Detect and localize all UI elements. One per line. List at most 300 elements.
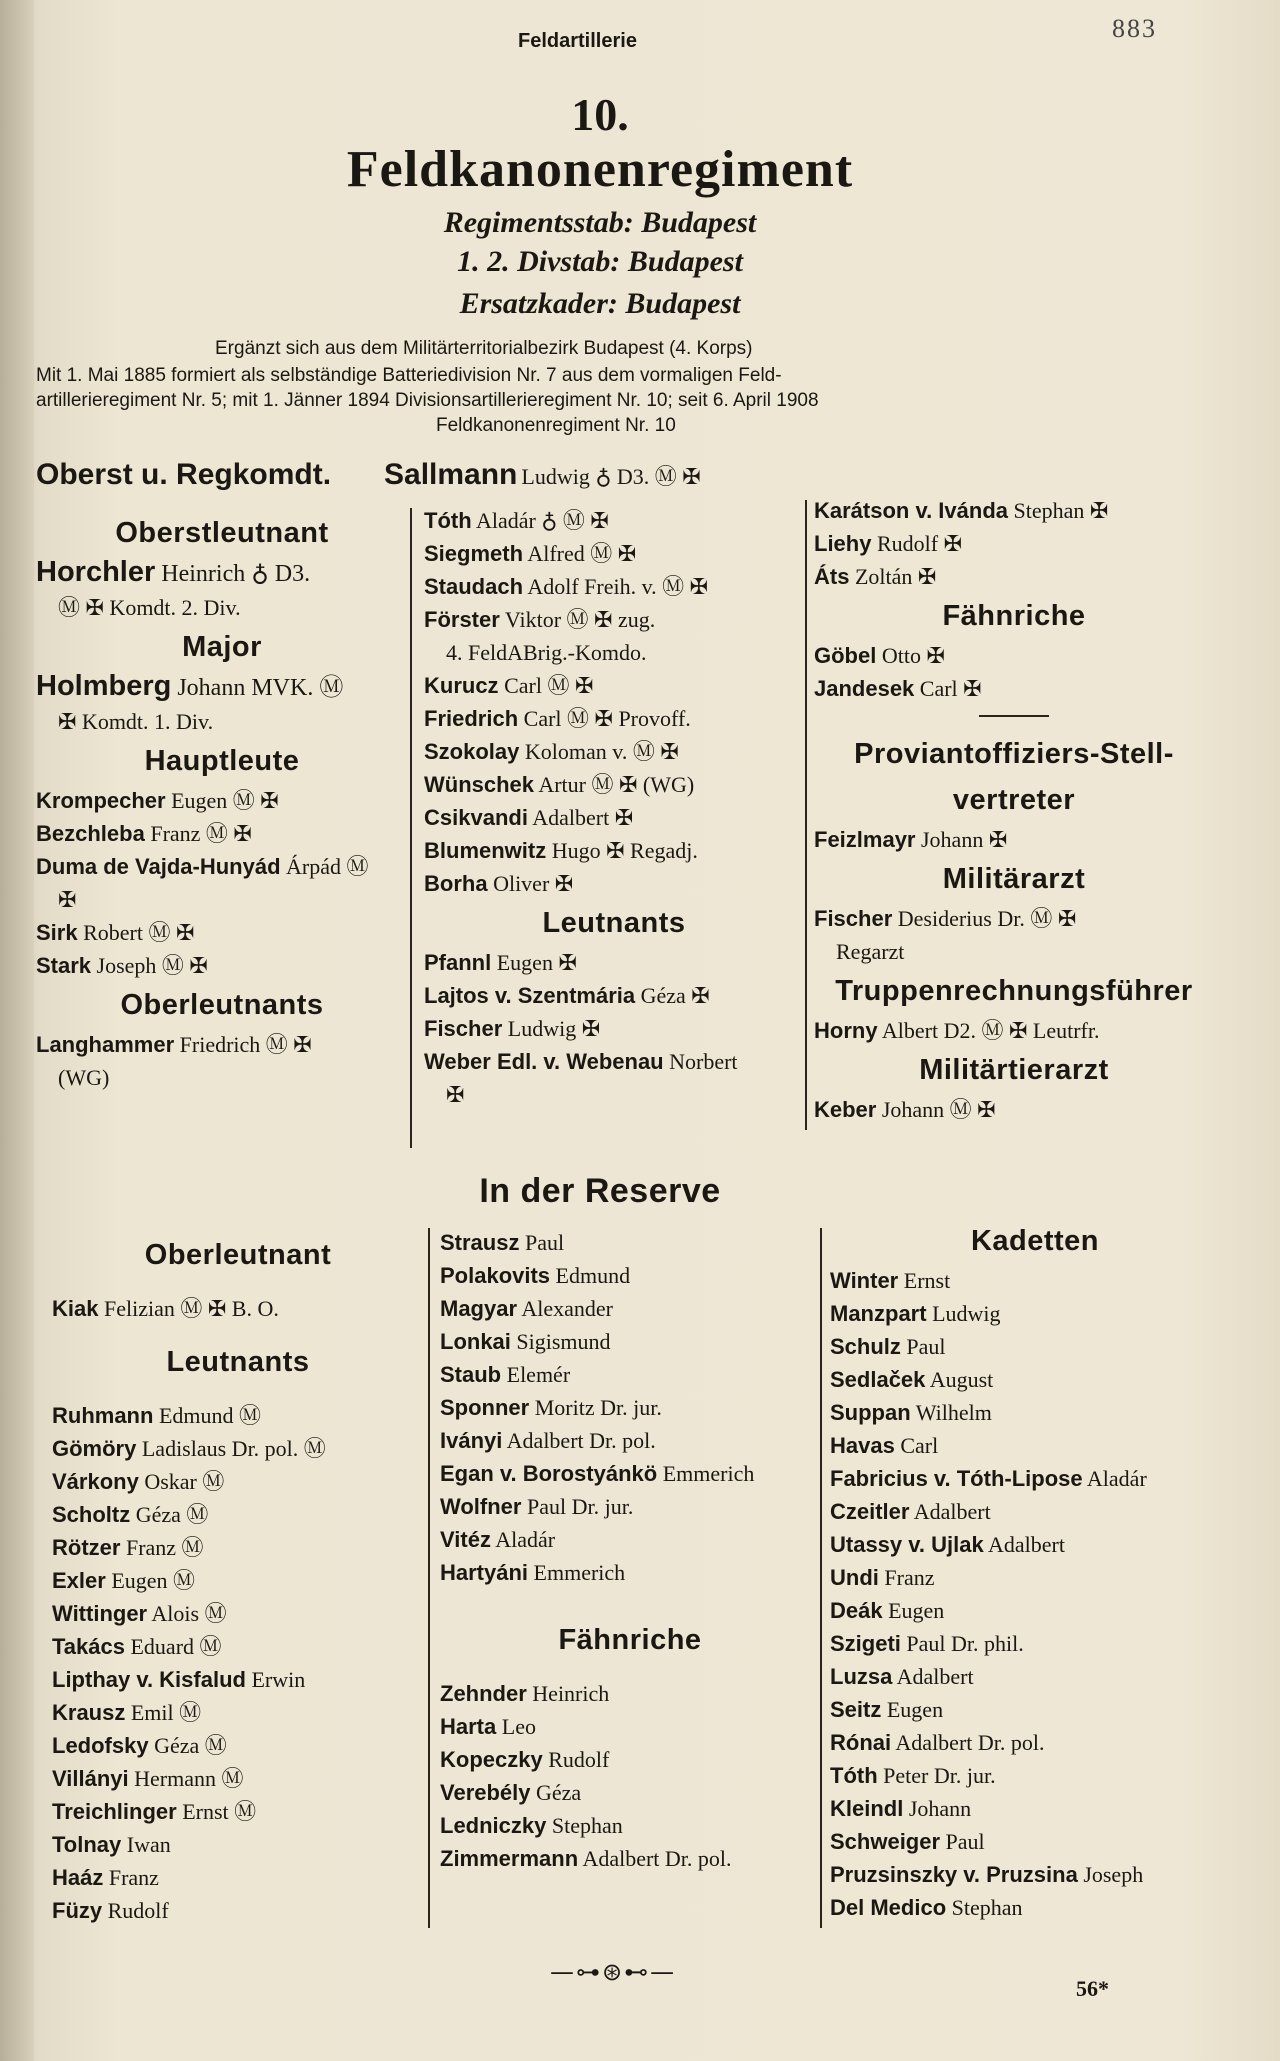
surname: Bezchleba: [36, 821, 145, 846]
given-names: Johann: [908, 1796, 972, 1821]
officer-entry: [36, 670, 408, 705]
given-names: Ernst: [903, 1268, 951, 1293]
officer-entry: [424, 946, 804, 979]
given-names: Joseph: [1083, 1862, 1144, 1887]
commander-rest: Ludwig ♁ D3. Ⓜ ✠: [521, 464, 701, 489]
surname: Rötzer: [52, 1535, 121, 1560]
given-names: Ernst Ⓜ: [182, 1799, 257, 1824]
officer-entry: [830, 1495, 1240, 1528]
surname: Vitéz: [440, 1527, 491, 1552]
officer-entry: [52, 1432, 424, 1465]
surname: Villányi: [52, 1766, 129, 1791]
officer-entry: [52, 1564, 424, 1597]
given-names: Adalbert Dr. pol.: [895, 1730, 1045, 1755]
given-names: Rudolf: [107, 1898, 169, 1923]
rank-heading: Fähnriche: [558, 1624, 702, 1656]
surname: Deák: [830, 1598, 883, 1623]
surname: Strausz: [440, 1230, 520, 1255]
entry-continuation: (WG): [58, 1065, 110, 1090]
officer-entry: [52, 1729, 424, 1762]
officer-entry: [814, 639, 1214, 672]
entry-continuation: 4. FeldABrig.-Komdo.: [446, 640, 647, 665]
given-names: Franz Ⓜ ✠: [150, 821, 252, 846]
officer-entry: [440, 1391, 820, 1424]
rank-heading: Proviantoffiziers-Stell-: [854, 738, 1174, 770]
rank-heading: Fähnriche: [942, 600, 1086, 632]
column-rule: [428, 1228, 430, 1928]
officer-entry: [440, 1743, 820, 1776]
surname: Kiak: [52, 1296, 99, 1321]
given-names: Edmund: [555, 1263, 631, 1288]
officer-entry: [814, 823, 1214, 856]
given-names: Eugen Ⓜ ✠: [171, 788, 279, 813]
officer-entry: [830, 1264, 1240, 1297]
given-names: Franz: [108, 1865, 159, 1890]
officer-entry: [424, 1012, 804, 1045]
given-names: Carl ✠: [919, 676, 982, 701]
officer-entry: [814, 1014, 1214, 1047]
officer-entry: [36, 850, 408, 883]
officer-entry: [814, 1093, 1214, 1126]
note-line-2: Mit 1. Mai 1885 formiert als selbständige Batteriedivision Nr. 7 aus dem vormaligen Feld-: [36, 365, 782, 386]
given-names: Joseph Ⓜ ✠: [96, 953, 208, 978]
given-names: Otto ✠: [881, 643, 945, 668]
surname: Iványi: [440, 1428, 503, 1453]
officer-entry: [814, 902, 1214, 935]
given-names: Carl: [900, 1433, 939, 1458]
given-names: Aladár: [495, 1527, 556, 1552]
surname: Exler: [52, 1568, 106, 1593]
surname: Wolfner: [440, 1494, 522, 1519]
officer-entry: [424, 669, 804, 702]
surname: Verebély: [440, 1780, 531, 1805]
given-names: Eugen ✠: [496, 950, 577, 975]
given-names: Alexander: [521, 1296, 613, 1321]
surname: Horny: [814, 1018, 878, 1043]
officer-entry: [36, 784, 408, 817]
given-names: Oliver ✠: [493, 871, 574, 896]
surname: Göbel: [814, 643, 877, 668]
surname: Takács: [52, 1634, 125, 1659]
surname: Harta: [440, 1714, 497, 1739]
given-names: Viktor Ⓜ ✠ zug.: [504, 607, 656, 632]
given-names: Géza Ⓜ: [135, 1502, 209, 1527]
officer-entry: [830, 1891, 1240, 1924]
surname: Langhammer: [36, 1032, 175, 1057]
given-names: Johann ✠: [921, 827, 1008, 852]
given-names: Adalbert: [987, 1532, 1065, 1557]
surname: Schulz: [830, 1334, 901, 1359]
surname: Lonkai: [440, 1329, 511, 1354]
reserve-column-3: [830, 1218, 1240, 1924]
given-names: Stephan: [951, 1895, 1023, 1920]
surname: Ruhmann: [52, 1403, 154, 1428]
page-title: Feldkanonenregiment: [346, 141, 854, 198]
surname: Gömöry: [52, 1436, 137, 1461]
officer-entry: [424, 702, 804, 735]
given-names: Sigismund: [516, 1329, 611, 1354]
rank-heading: Oberleutnants: [120, 989, 324, 1021]
commander-name: Sallmann: [384, 458, 518, 491]
surname: Ledniczky: [440, 1813, 547, 1838]
given-names: Paul Dr. jur.: [526, 1494, 634, 1519]
surname: Seitz: [830, 1697, 882, 1722]
given-names: Heinrich ♁ D3.: [161, 561, 311, 587]
officer-entry: [814, 527, 1214, 560]
officer-entry: [52, 1465, 424, 1498]
officer-entry: [440, 1325, 820, 1358]
given-names: Eduard Ⓜ: [130, 1634, 222, 1659]
surname: Friedrich: [424, 706, 519, 731]
page-number: 883: [1112, 14, 1157, 43]
regiment-number: 10.: [571, 89, 629, 140]
note-line-4: Feldkanonenregiment Nr. 10: [436, 415, 676, 436]
spacer: [52, 1325, 424, 1339]
given-names: Aladár ♁ Ⓜ ✠: [475, 508, 609, 533]
surname: Zimmermann: [440, 1846, 579, 1871]
officer-entry: [830, 1561, 1240, 1594]
surname: Blumenwitz: [424, 838, 547, 863]
officer-entry: [424, 1045, 804, 1078]
rank-heading: Kadetten: [970, 1225, 1100, 1257]
surname: Fabricius v. Tóth-Lipose: [830, 1466, 1083, 1491]
officer-entry: [52, 1531, 424, 1564]
given-names: Eugen: [886, 1697, 944, 1722]
given-names: Rudolf ✠: [876, 531, 963, 556]
officer-entry: [52, 1696, 424, 1729]
officer-entry: [36, 556, 408, 591]
surname: Zehnder: [440, 1681, 527, 1706]
spacer: [52, 1385, 424, 1399]
given-names: Norbert: [669, 1049, 738, 1074]
reserve-column-1: [52, 1232, 424, 1927]
given-names: Emil Ⓜ: [130, 1700, 202, 1725]
running-title: Feldartillerie: [518, 30, 637, 52]
rank-heading: Truppenrechnungsführer: [835, 975, 1193, 1007]
surname: Liehy: [814, 531, 872, 556]
given-names: Paul: [945, 1829, 985, 1854]
officer-entry: [424, 735, 804, 768]
rank-heading: Major: [182, 631, 262, 663]
surname: Schweiger: [830, 1829, 941, 1854]
surname: Sirk: [36, 920, 78, 945]
surname: Kurucz: [424, 673, 499, 698]
surname: Rónai: [830, 1730, 892, 1755]
surname: Winter: [830, 1268, 899, 1293]
given-names: Iwan: [126, 1832, 171, 1857]
surname: Wittinger: [52, 1601, 148, 1626]
given-names: Franz Ⓜ: [125, 1535, 204, 1560]
surname: Lipthay v. Kisfalud: [52, 1667, 246, 1692]
surname: Feizlmayr: [814, 827, 916, 852]
spacer: [440, 1603, 820, 1617]
surname: Áts: [814, 564, 850, 589]
surname: Weber Edl. v. Webenau: [424, 1049, 664, 1074]
surname: Jandesek: [814, 676, 915, 701]
given-names: Moritz Dr. jur.: [534, 1395, 662, 1420]
officer-entry: [424, 768, 804, 801]
given-names: Paul Dr. phil.: [906, 1631, 1024, 1656]
officer-entry: [440, 1457, 820, 1490]
active-column-1: [36, 510, 408, 1094]
given-names: Edmund Ⓜ: [158, 1403, 262, 1428]
given-names: Alfred Ⓜ ✠: [527, 541, 637, 566]
officer-entry: [830, 1660, 1240, 1693]
given-names: Zoltán ✠: [854, 564, 937, 589]
officer-entry: [830, 1726, 1240, 1759]
given-names: Eugen Ⓜ: [111, 1568, 196, 1593]
officer-entry: [830, 1429, 1240, 1462]
officer-entry: [424, 570, 804, 603]
surname: Sponner: [440, 1395, 530, 1420]
officer-entry: [440, 1556, 820, 1589]
officer-entry: [36, 949, 408, 982]
officer-entry: [52, 1762, 424, 1795]
given-names: Stephan ✠: [1013, 498, 1109, 523]
given-names: Alois Ⓜ: [151, 1601, 227, 1626]
surname: Hartyáni: [440, 1560, 529, 1585]
station-divstab: 1. 2. Divstab: Budapest: [457, 245, 743, 278]
officer-entry: [440, 1523, 820, 1556]
given-names: Géza Ⓜ: [154, 1733, 227, 1758]
rank-heading: Oberstleutnant: [115, 517, 329, 549]
officer-entry: [52, 1894, 424, 1927]
given-names: Rudolf: [548, 1747, 610, 1772]
given-names: Peter Dr. jur.: [883, 1763, 996, 1788]
given-names: Carl Ⓜ ✠: [504, 673, 594, 698]
officer-entry: [440, 1490, 820, 1523]
given-names: Paul: [906, 1334, 946, 1359]
surname: Keber: [814, 1097, 877, 1122]
surname: Staudach: [424, 574, 524, 599]
officer-entry: [814, 672, 1214, 705]
surname: Horchler: [36, 556, 156, 588]
given-names: Adalbert: [913, 1499, 991, 1524]
given-names: Felizian Ⓜ ✠ B. O.: [103, 1296, 279, 1321]
officer-entry: [36, 817, 408, 850]
surname: Staub: [440, 1362, 502, 1387]
officer-entry: [440, 1677, 820, 1710]
column-rule: [410, 508, 412, 1148]
officer-entry: [52, 1498, 424, 1531]
surname: Förster: [424, 607, 500, 632]
given-names: Robert Ⓜ ✠: [83, 920, 195, 945]
entry-continuation: Ⓜ ✠ Komdt. 2. Div.: [58, 595, 241, 620]
surname: Havas: [830, 1433, 895, 1458]
surname: Tolnay: [52, 1832, 122, 1857]
officer-entry: [52, 1630, 424, 1663]
officer-entry: [440, 1809, 820, 1842]
officer-entry: [830, 1528, 1240, 1561]
surname: Polakovits: [440, 1263, 551, 1288]
given-names: August: [929, 1367, 994, 1392]
spacer: [440, 1663, 820, 1677]
officer-entry: [440, 1226, 820, 1259]
officer-entry: [440, 1292, 820, 1325]
spacer: [440, 1589, 820, 1603]
surname: Siegmeth: [424, 541, 524, 566]
surname: Suppan: [830, 1400, 911, 1425]
surname: Undi: [830, 1565, 879, 1590]
active-column-3: [814, 494, 1214, 1126]
surname: Stark: [36, 953, 92, 978]
officer-entry: [440, 1776, 820, 1809]
rank-heading: vertreter: [952, 784, 1076, 816]
surname: Csikvandi: [424, 805, 528, 830]
officer-entry: [52, 1828, 424, 1861]
officer-entry: [830, 1792, 1240, 1825]
entry-continuation: ✠: [58, 887, 77, 912]
officer-entry: [424, 537, 804, 570]
rank-heading: Oberleutnant: [144, 1239, 332, 1271]
given-names: Adalbert Dr. pol.: [506, 1428, 656, 1453]
rank-heading: Militärtierarzt: [919, 1054, 1109, 1086]
entry-continuation: Regarzt: [836, 939, 905, 964]
column-rule: [820, 1228, 822, 1928]
surname: Fischer: [424, 1016, 503, 1041]
officer-entry: [830, 1594, 1240, 1627]
given-names: Adalbert ✠: [532, 805, 634, 830]
surname: Lajtos v. Szentmária: [424, 983, 636, 1008]
given-names: Eugen: [888, 1598, 945, 1623]
given-names: Emmerich: [662, 1461, 755, 1486]
given-names: Stephan: [551, 1813, 623, 1838]
officer-entry: [52, 1663, 424, 1696]
surname: Ledofsky: [52, 1733, 149, 1758]
officer-entry: [440, 1358, 820, 1391]
officer-entry: [830, 1396, 1240, 1429]
officer-entry: [424, 504, 804, 537]
officer-entry: [830, 1693, 1240, 1726]
officer-entry: [830, 1825, 1240, 1858]
given-names: Leo: [501, 1714, 536, 1739]
given-names: Árpád Ⓜ: [286, 854, 369, 879]
given-names: Hugo ✠ Regadj.: [551, 838, 698, 863]
officer-entry: [424, 603, 804, 636]
officer-entry: [52, 1399, 424, 1432]
given-names: Johann MVK. Ⓜ: [177, 675, 344, 701]
officer-entry: [830, 1858, 1240, 1891]
entry-continuation: ✠: [446, 1082, 465, 1107]
separator-rule: [979, 715, 1049, 717]
officer-entry: [830, 1462, 1240, 1495]
given-names: Friedrich Ⓜ ✠: [179, 1032, 312, 1057]
signature-mark: 56*: [1076, 1976, 1109, 2001]
surname: Szigeti: [830, 1631, 901, 1656]
surname: Holmberg: [36, 670, 172, 702]
surname: Krompecher: [36, 788, 166, 813]
officer-entry: [36, 1028, 408, 1061]
officer-entry: [52, 1292, 424, 1325]
surname: Borha: [424, 871, 488, 896]
given-names: Erwin: [251, 1667, 306, 1692]
officer-entry: [440, 1424, 820, 1457]
surname: Fischer: [814, 906, 893, 931]
column-rule: [805, 500, 807, 1130]
entry-continuation: ✠ Komdt. 1. Div.: [58, 709, 214, 734]
commander-rank: Oberst u. Regkomdt.: [36, 458, 332, 491]
given-names: Adolf Freih. v. Ⓜ ✠: [527, 574, 709, 599]
surname: Tóth: [424, 508, 472, 533]
surname: Szokolay: [424, 739, 520, 764]
officer-entry: [52, 1861, 424, 1894]
surname: Várkony: [52, 1469, 139, 1494]
officer-entry: [36, 916, 408, 949]
surname: Kopeczky: [440, 1747, 543, 1772]
station-regimentsstab: Regimentsstab: Budapest: [443, 206, 757, 239]
given-names: Koloman v. Ⓜ ✠: [524, 739, 679, 764]
given-names: Aladár: [1086, 1466, 1147, 1491]
officer-entry: [440, 1710, 820, 1743]
surname: Utassy v. Ujlak: [830, 1532, 984, 1557]
reserve-column-2: [440, 1226, 820, 1875]
given-names: Johann Ⓜ ✠: [881, 1097, 996, 1122]
surname: Tóth: [830, 1763, 878, 1788]
surname: Magyar: [440, 1296, 518, 1321]
surname: Manzpart: [830, 1301, 927, 1326]
given-names: Paul: [524, 1230, 565, 1255]
surname: Pfannl: [424, 950, 492, 975]
surname: Karátson v. Ivánda: [814, 498, 1008, 523]
given-names: Adalbert Dr. pol.: [582, 1846, 732, 1871]
officer-entry: [814, 560, 1214, 593]
given-names: Géza ✠: [640, 983, 710, 1008]
officer-entry: [830, 1363, 1240, 1396]
rank-heading: Militärarzt: [942, 863, 1086, 895]
active-column-2: [424, 504, 804, 1111]
given-names: Ludwig: [932, 1301, 1001, 1326]
given-names: Artur Ⓜ ✠ (WG): [538, 772, 695, 797]
surname: Egan v. Borostyánkö: [440, 1461, 658, 1486]
surname: Luzsa: [830, 1664, 893, 1689]
officer-entry: [424, 979, 804, 1012]
given-names: Emmerich: [533, 1560, 626, 1585]
officer-entry: [424, 801, 804, 834]
spacer: [52, 1278, 424, 1292]
rank-heading: Leutnants: [166, 1346, 310, 1378]
surname: Wünschek: [424, 772, 535, 797]
reserve-heading: In der Reserve: [479, 1172, 721, 1210]
given-names: Oskar Ⓜ: [144, 1469, 225, 1494]
surname: Pruzsinszky v. Pruzsina: [830, 1862, 1078, 1887]
officer-entry: [424, 834, 804, 867]
surname: Duma de Vajda-Hunyád: [36, 854, 281, 879]
rank-heading: Hauptleute: [144, 745, 300, 777]
given-names: Heinrich: [532, 1681, 610, 1706]
officer-entry: [830, 1330, 1240, 1363]
surname: Füzy: [52, 1898, 103, 1923]
officer-entry: [830, 1297, 1240, 1330]
surname: Treichlinger: [52, 1799, 177, 1824]
given-names: Desiderius Dr. Ⓜ ✠: [897, 906, 1077, 931]
surname: Sedlaček: [830, 1367, 926, 1392]
given-names: Géza: [536, 1780, 582, 1805]
surname: Krausz: [52, 1700, 126, 1725]
given-names: Adalbert: [896, 1664, 974, 1689]
given-names: Ladislaus Dr. pol. Ⓜ: [141, 1436, 326, 1461]
officer-entry: [830, 1759, 1240, 1792]
commander-entry: [384, 458, 701, 493]
officer-entry: [52, 1597, 424, 1630]
station-ersatzkader: Ersatzkader: Budapest: [459, 287, 741, 320]
surname: Haáz: [52, 1865, 104, 1890]
officer-entry: [814, 494, 1214, 527]
officer-entry: [440, 1842, 820, 1875]
note-line-3: artillerieregiment Nr. 5; mit 1. Jänner 1894 Divisionsartillerieregiment Nr. 10; seit 6. April 1908: [36, 390, 819, 411]
surname: Czeitler: [830, 1499, 910, 1524]
footer-ornament: —⊶⊛⊷—: [550, 1958, 677, 1986]
given-names: Ludwig ✠: [507, 1016, 601, 1041]
